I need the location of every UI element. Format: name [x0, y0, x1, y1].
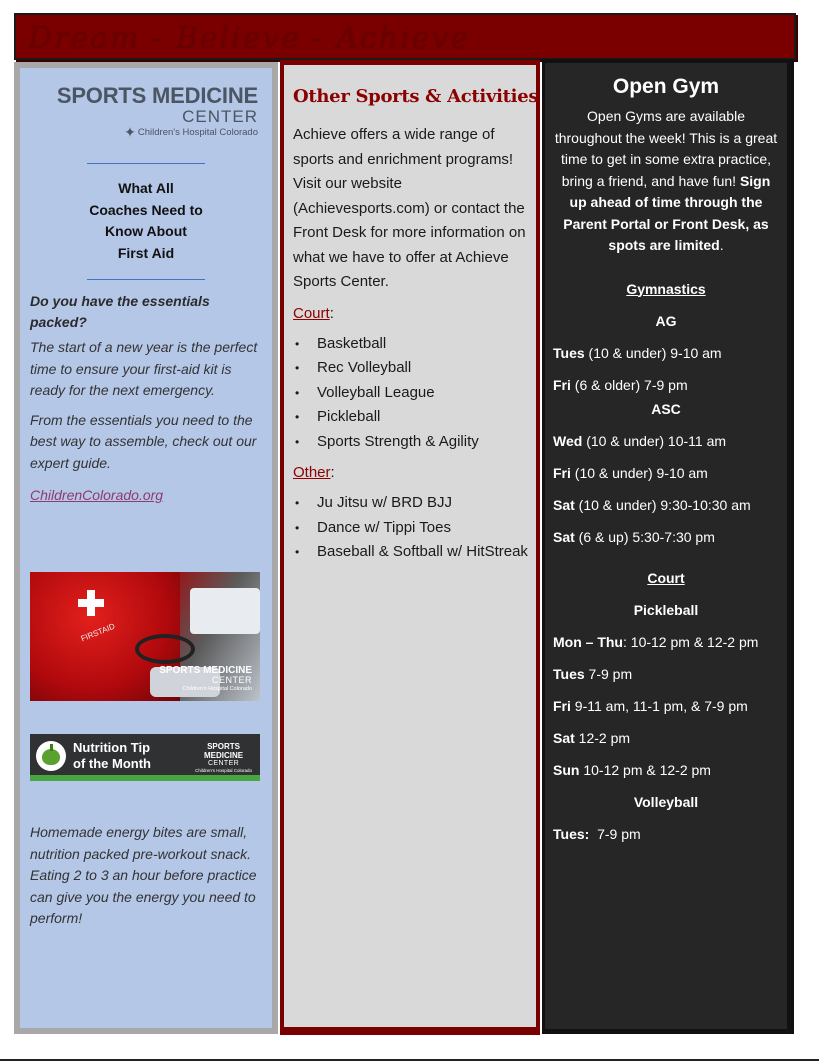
heading-line: What All [118, 180, 174, 196]
schedule-row [553, 697, 779, 715]
court-heading: Court [647, 569, 685, 586]
schedule-row [553, 344, 779, 362]
schedule-row [553, 665, 779, 683]
schedule-row [553, 825, 779, 843]
schedule-row [553, 376, 779, 394]
schedule-row [553, 633, 779, 651]
sports-medicine-logo [30, 84, 262, 139]
schedule-day: Sat [553, 528, 575, 545]
left-column [14, 62, 278, 1034]
court-list [293, 332, 528, 455]
banner-motto: Dream - Believe - Achieve [28, 21, 471, 56]
schedule-day: Wed [553, 432, 583, 449]
programs-intro: Achieve offers a wide range of sports and enrichment programs! Visit our website (Achievesports.com) or contact the Front Desk for more information on what we have to offer at Achieve Sports Center. [293, 126, 526, 290]
court-label: Court [293, 304, 330, 322]
photo-logo-line: Children's Hospital Colorado [182, 686, 252, 692]
right-column-panel [545, 63, 787, 1029]
schedule-time: (10 & under) 9-10 am [570, 464, 708, 481]
schedule-time: : 10-12 pm & 12-2 pm [623, 633, 759, 650]
first-aid-cross-icon [78, 590, 104, 616]
schedule-row [553, 729, 779, 747]
court-subheading: Court: [293, 304, 334, 322]
essentials-question: Do you have the essentials packed? [30, 293, 210, 330]
schedule-row [553, 464, 779, 482]
nutrition-logo-line: CENTER [207, 760, 240, 767]
schedule-time: (10 & under) 9-10 am [584, 344, 722, 361]
first-aid-paragraph: The start of a new year is the perfect time to ensure your first-aid kit is ready for the next emergency. [30, 339, 258, 398]
first-aid-kit-photo [30, 572, 260, 701]
logo-title: SPORTS MEDICINE [56, 83, 258, 108]
schedule-day: Tues: [553, 825, 590, 842]
schedule-day: Sat [553, 496, 575, 513]
volleyball-heading: Volleyball [633, 793, 699, 810]
schedule-row [553, 528, 779, 546]
nutrition-logo-line: Children's Hospital Colorado [195, 768, 252, 773]
schedule-time: 10-12 pm & 12-2 pm [579, 761, 711, 778]
pickleball-heading: Pickleball [633, 601, 699, 618]
list-item: • Volleyball League [293, 381, 528, 406]
schedule-day: Fri [553, 464, 571, 481]
asc-heading: ASC [651, 400, 681, 417]
heading-line: First Aid [117, 244, 175, 261]
list-item: • Rec Volleyball [293, 356, 528, 381]
photo-logo [159, 665, 252, 693]
gymnastics-heading: Gymnastics [626, 280, 706, 297]
other-list [293, 491, 528, 565]
schedule-time: (10 & under) 9:30-10:30 am [574, 496, 751, 513]
schedule-day: Mon – Thu [553, 633, 623, 650]
schedule-row [553, 496, 779, 514]
gauze-pad [190, 588, 260, 634]
schedule-day: Fri [553, 376, 571, 393]
heading-line: Know About [105, 223, 187, 239]
list-item: • Dance w/ Tippi Toes [293, 516, 528, 541]
schedule-time: (6 & older) 7-9 pm [570, 376, 688, 393]
scissors-icon [135, 634, 195, 664]
schedule-day: Tues [553, 665, 585, 682]
schedule-day: Tues [553, 344, 585, 361]
middle-column [280, 60, 540, 1035]
schedule-time: (10 & under) 10-11 am [582, 432, 727, 449]
intro-emphasis: Sign up ahead of time through the Parent Portal or Front Desk, as spots are limited [563, 172, 771, 253]
other-sports-heading: Other Sports & Activities [293, 86, 539, 107]
page-bottom-rule [0, 1059, 819, 1061]
nutrition-logo-line: SPORTS [207, 742, 240, 751]
right-column [542, 59, 794, 1034]
list-item: • Basketball [293, 332, 528, 357]
open-gym-title: Open Gym [612, 75, 720, 98]
photo-logo-line: CENTER [211, 675, 252, 685]
list-item: • Baseball & Softball w/ HitStreak [293, 540, 528, 565]
ag-heading: AG [655, 312, 677, 329]
first-aid-heading [30, 178, 262, 264]
schedule-day: Fri [553, 697, 571, 714]
list-item: • Sports Strength & Agility [293, 430, 528, 455]
schedule-time: (6 & up) 5:30-7:30 pm [574, 528, 715, 545]
intro-end: . [719, 237, 724, 253]
child-figure-icon: ✦ [124, 124, 136, 140]
intro-text: Open Gyms are available throughout the week! This is a great time to get in some extra practice, bring a friend, and have fun! [554, 108, 778, 189]
nutrition-title-line: Nutrition Tip [73, 740, 151, 755]
apple-icon [36, 741, 66, 771]
list-item: • Ju Jitsu w/ BRD BJJ [293, 491, 528, 516]
nutrition-title-line: of the Month [73, 756, 151, 771]
nutrition-tip-banner [30, 734, 260, 781]
header-banner [14, 13, 796, 60]
logo-hospital-text: Children's Hospital Colorado [137, 127, 258, 138]
middle-column-panel [284, 65, 539, 1027]
schedule-time: 9-11 am, 11-1 pm, & 7-9 pm [570, 697, 748, 714]
list-item: • Pickleball [293, 405, 528, 430]
open-gym-intro [553, 106, 779, 257]
nutrition-logo-line: MEDICINE [203, 751, 244, 760]
schedule-day: Sun [553, 761, 580, 778]
nutrition-tip-title [73, 740, 151, 772]
schedule-time: 12-2 pm [574, 729, 631, 746]
other-label: Other [293, 464, 331, 481]
logo-hospital [30, 126, 258, 139]
logo-center: CENTER [182, 107, 258, 126]
nutrition-logo [195, 742, 252, 774]
heading-line: Coaches Need to [89, 201, 203, 218]
left-column-panel [20, 68, 272, 1028]
schedule-day: Sat [553, 729, 575, 746]
divider [87, 279, 205, 280]
other-subheading: Other: [293, 464, 335, 481]
guide-paragraph: From the essentials you need to the best way to assemble, check out our expert guide. [30, 411, 257, 471]
nutrition-tip-text: Homemade energy bites are small, nutrition packed pre-workout snack. Eating 2 to 3 an hour before practice can give you the energy you need to perform! [30, 824, 257, 926]
schedule-time: 7-9 pm [584, 665, 633, 682]
photo-logo-line: SPORTS MEDICINE [159, 665, 252, 676]
bag-label: FIRSTAID [79, 621, 117, 644]
schedule-time: 7-9 pm [589, 825, 641, 842]
divider [87, 163, 205, 164]
schedule-row [553, 432, 779, 450]
children-colorado-link[interactable]: ChildrenColorado.org [30, 487, 164, 503]
schedule-row [553, 761, 779, 779]
